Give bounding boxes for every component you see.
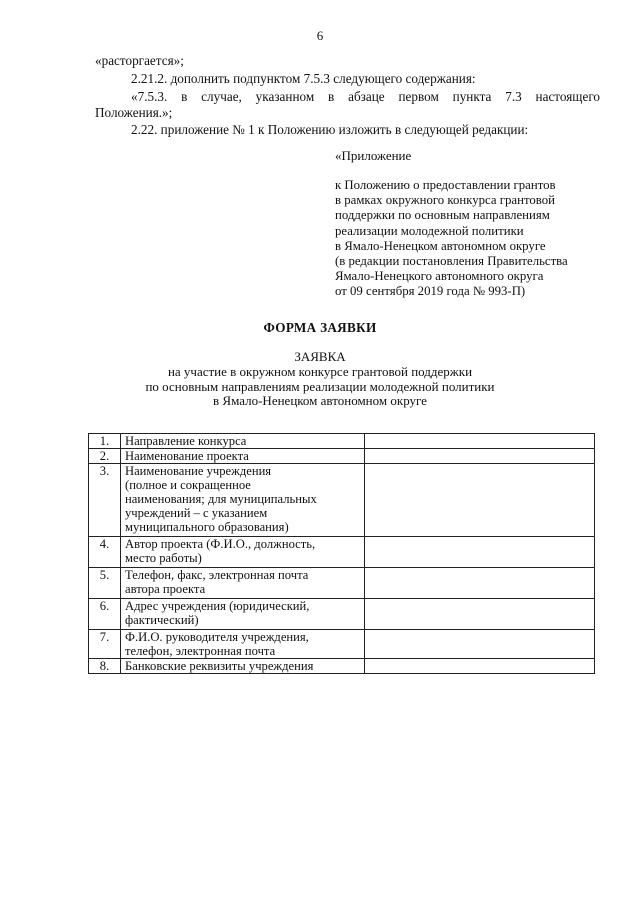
form-title: ФОРМА ЗАЯВКИ — [263, 320, 377, 335]
body-line-1: «расторгается»; — [95, 53, 184, 68]
table-row — [89, 434, 595, 449]
application-line: по основным направлениям реализации молодежной политики — [145, 378, 495, 394]
row-label-line: Автор проекта (Ф.И.О., должность, — [125, 537, 316, 551]
row-label — [121, 568, 365, 599]
row-label-line: Наименование проекта — [125, 449, 249, 463]
row-label-line: место работы) — [125, 551, 202, 565]
row-label-line: Направление конкурса — [125, 434, 247, 448]
row-value-field[interactable] — [365, 659, 595, 674]
row-label-line: Адрес учреждения (юридический, — [125, 599, 310, 613]
row-value-field[interactable] — [365, 568, 595, 599]
row-value-field[interactable] — [365, 464, 595, 537]
row-label-line: Телефон, факс, электронная почта — [125, 568, 309, 582]
body-line-3: «7.5.3. в случае, указанном в абзаце первом пункта 7.3 настоящего — [131, 89, 600, 104]
row-label — [121, 659, 365, 674]
table-row — [89, 449, 595, 464]
appendix-line: в Ямало-Ненецком автономном округе — [335, 238, 546, 253]
appendix-line: от 09 сентября 2019 года № 993-П) — [335, 284, 526, 299]
row-label — [121, 630, 365, 659]
row-label — [121, 599, 365, 630]
row-label-line: телефон, электронная почта — [125, 644, 276, 658]
row-label-line: Ф.И.О. руководителя учреждения, — [125, 630, 309, 644]
appendix-line: (в редакции постановления Правительства — [335, 254, 568, 269]
page-number: 6 — [316, 28, 324, 43]
row-label-line: Банковские реквизиты учреждения — [125, 659, 314, 673]
appendix-heading: «Приложение — [335, 148, 412, 163]
application-form-table — [88, 433, 595, 674]
row-label-line: фактический) — [125, 613, 199, 627]
row-label — [121, 434, 365, 449]
row-label — [121, 537, 365, 568]
row-value-field[interactable] — [365, 630, 595, 659]
row-number: 4. — [89, 537, 121, 568]
row-label-line: наименования; для муниципальных — [125, 492, 317, 506]
row-number: 6. — [89, 599, 121, 630]
application-line: в Ямало-Ненецком автономном округе — [213, 393, 427, 409]
body-line-4: Положения.»; — [95, 105, 173, 120]
appendix-line: реализации молодежной политики — [335, 223, 524, 238]
row-label-line: Наименование учреждения — [125, 464, 272, 478]
table-row — [89, 630, 595, 659]
application-title: ЗАЯВКА — [294, 349, 346, 364]
appendix-line: к Положению о предоставлении грантов — [335, 178, 556, 192]
appendix-line: Ямало-Ненецкого автономного округа — [335, 269, 544, 284]
row-value-field[interactable] — [365, 599, 595, 630]
row-label-line: муниципального образования) — [125, 520, 289, 534]
row-label-line: учреждений – с указанием — [125, 506, 268, 520]
appendix-line: в рамках окружного конкурса грантовой — [335, 193, 555, 208]
row-label-line: (полное и сокращенное — [125, 478, 251, 492]
body-line-2: 2.21.2. дополнить подпунктом 7.5.3 следующего содержания: — [131, 71, 476, 86]
application-heading — [0, 350, 640, 409]
row-number: 1. — [89, 434, 121, 449]
row-value-field[interactable] — [365, 537, 595, 568]
table-row — [89, 464, 595, 537]
table-row — [89, 599, 595, 630]
appendix-line: поддержки по основным направлениям — [335, 208, 550, 223]
row-label — [121, 449, 365, 464]
table-row — [89, 537, 595, 568]
row-number: 7. — [89, 630, 121, 659]
appendix-block — [335, 178, 568, 300]
row-value-field[interactable] — [365, 434, 595, 449]
table-row — [89, 659, 595, 674]
row-label-line: автора проекта — [125, 582, 206, 596]
table-row — [89, 568, 595, 599]
row-number: 5. — [89, 568, 121, 599]
application-line: на участие в окружном конкурсе грантовой поддержки — [167, 363, 473, 379]
row-number: 2. — [89, 449, 121, 464]
row-number: 3. — [89, 464, 121, 537]
row-label — [121, 464, 365, 537]
row-value-field[interactable] — [365, 449, 595, 464]
row-number: 8. — [89, 659, 121, 674]
body-line-5: 2.22. приложение № 1 к Положению изложить в следующей редакции: — [131, 122, 529, 137]
